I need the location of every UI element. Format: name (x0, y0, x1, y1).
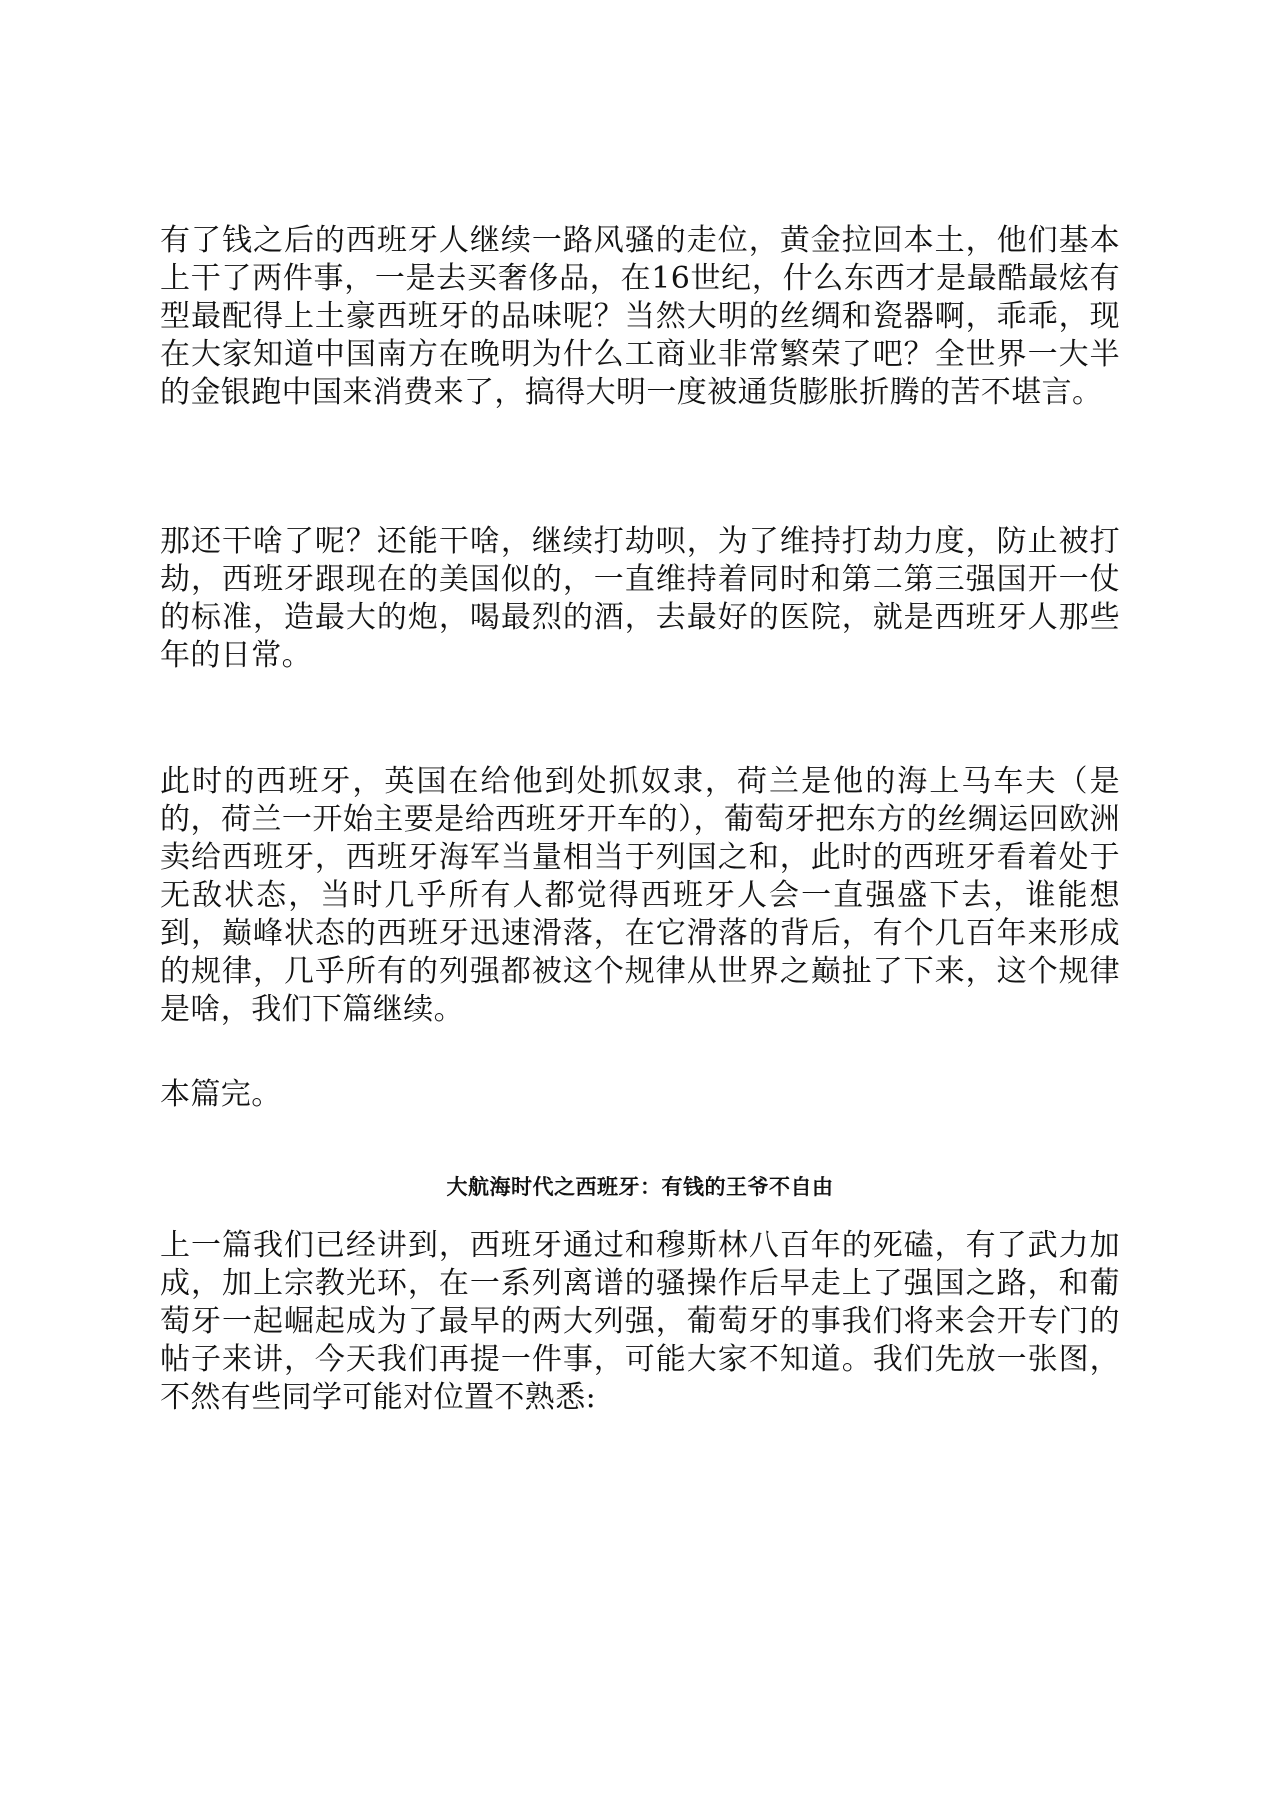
paragraph-spanish-peak: 此时的西班牙，英国在给他到处抓奴隶，荷兰是他的海上马车夫（是的，荷兰一开始主要是给西班牙开车的），葡萄牙把东方的丝绸运回欧洲卖给西班牙，西班牙海军当量相当于列国之和，此时的西班牙看着处于无敌状态，当时几乎所有人都觉得西班牙人会一直强盛下去，谁能想到，巅峰状态的西班牙迅速滑落，在它滑落的背后，有个几百年来形成的规律，几乎所有的列强都被这个规律从世界之巅扯了下来，这个规律是啥，我们下篇继续。 (160, 764, 1120, 1027)
end-note: 本篇完。 (160, 1077, 282, 1112)
paragraph-spanish-military: 那还干啥了呢？还能干啥，继续打劫呗，为了维持打劫力度，防止被打劫，西班牙跟现在的美国似的，一直维持着同时和第二第三强国开一仗的标准，造最大的炮，喝最烈的酒，去最好的医院，就是西班牙人那些年的日常。 (160, 524, 1120, 673)
paragraph-next-article-intro: 上一篇我们已经讲到，西班牙通过和穆斯林八百年的死磕，有了武力加成，加上宗教光环，在一系列离谱的骚操作后早走上了强国之路，和葡萄牙一起崛起成为了最早的两大列强，葡萄牙的事我们将来会开专门的帖子来讲，今天我们再提一件事，可能大家不知道。我们先放一张图，不然有些同学可能对位置不熟悉: (160, 1228, 1120, 1415)
paragraph-spanish-luxury-spending: 有了钱之后的西班牙人继续一路风骚的走位，黄金拉回本土，他们基本上干了两件事，一是去买奢侈品，在16世纪，什么东西才是最酷最炫有型最配得上土豪西班牙的品味呢？当然大明的丝绸和瓷器啊，乖乖，现在大家知道中国南方在晚明为什么工商业非常繁荣了吧？全世界一大半的金银跑中国来消费来了，搞得大明一度被通货膨胀折腾的苦不堪言。 (160, 223, 1120, 410)
next-article-title: 大航海时代之西班牙：有钱的王爷不自由 (446, 1174, 834, 1199)
